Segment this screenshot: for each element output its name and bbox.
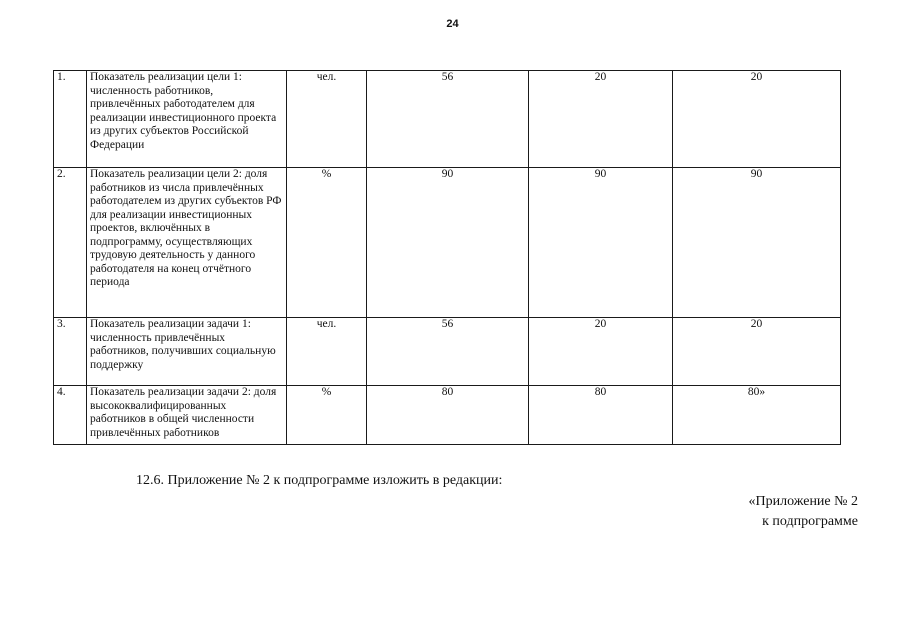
indicator-name: Показатель реализации цели 2: доля работников из числа привлечённых работодателем из других субъектов РФ для реализации инвестиционных проектов, включённых в подпрограмму, осуществляющих трудовую деятельность у данного работодателя на конец отчётного периода: [87, 168, 287, 318]
value-cell: 56: [367, 318, 529, 386]
appendix-heading: [749, 492, 859, 532]
indicators-table: [53, 70, 841, 445]
value-cell: 56: [367, 71, 529, 168]
row-number: 3.: [54, 318, 87, 386]
value-cell: 80»: [673, 386, 841, 445]
table-row: [54, 318, 841, 386]
row-number: 2.: [54, 168, 87, 318]
table-row: [54, 71, 841, 168]
unit-cell: чел.: [287, 318, 367, 386]
indicator-name: Показатель реализации задачи 2: доля высококвалифицированных работников в общей численности привлечённых работников: [87, 386, 287, 445]
row-number: 4.: [54, 386, 87, 445]
unit-cell: чел.: [287, 71, 367, 168]
page-number: 24: [446, 18, 459, 30]
table-row: [54, 168, 841, 318]
indicator-name: Показатель реализации задачи 1: численность привлечённых работников, получивших социальную поддержку: [87, 318, 287, 386]
value-cell: 90: [673, 168, 841, 318]
unit-cell: %: [287, 168, 367, 318]
amendment-paragraph: 12.6. Приложение № 2 к подпрограмме изложить в редакции:: [136, 473, 503, 488]
value-cell: 90: [367, 168, 529, 318]
value-cell: 20: [529, 71, 673, 168]
appendix-line-1: «Приложение № 2: [748, 494, 858, 509]
value-cell: 20: [673, 71, 841, 168]
value-cell: 20: [529, 318, 673, 386]
indicator-name: Показатель реализации цели 1: численность работников, привлечённых работодателем для реализации инвестиционного проекта из других субъектов Российской Федерации: [87, 71, 287, 168]
value-cell: 90: [529, 168, 673, 318]
value-cell: 80: [367, 386, 529, 445]
row-number: 1.: [54, 71, 87, 168]
table-row: [54, 386, 841, 445]
unit-cell: %: [287, 386, 367, 445]
value-cell: 20: [673, 318, 841, 386]
appendix-line-2: к подпрограмме: [762, 514, 858, 529]
value-cell: 80: [529, 386, 673, 445]
